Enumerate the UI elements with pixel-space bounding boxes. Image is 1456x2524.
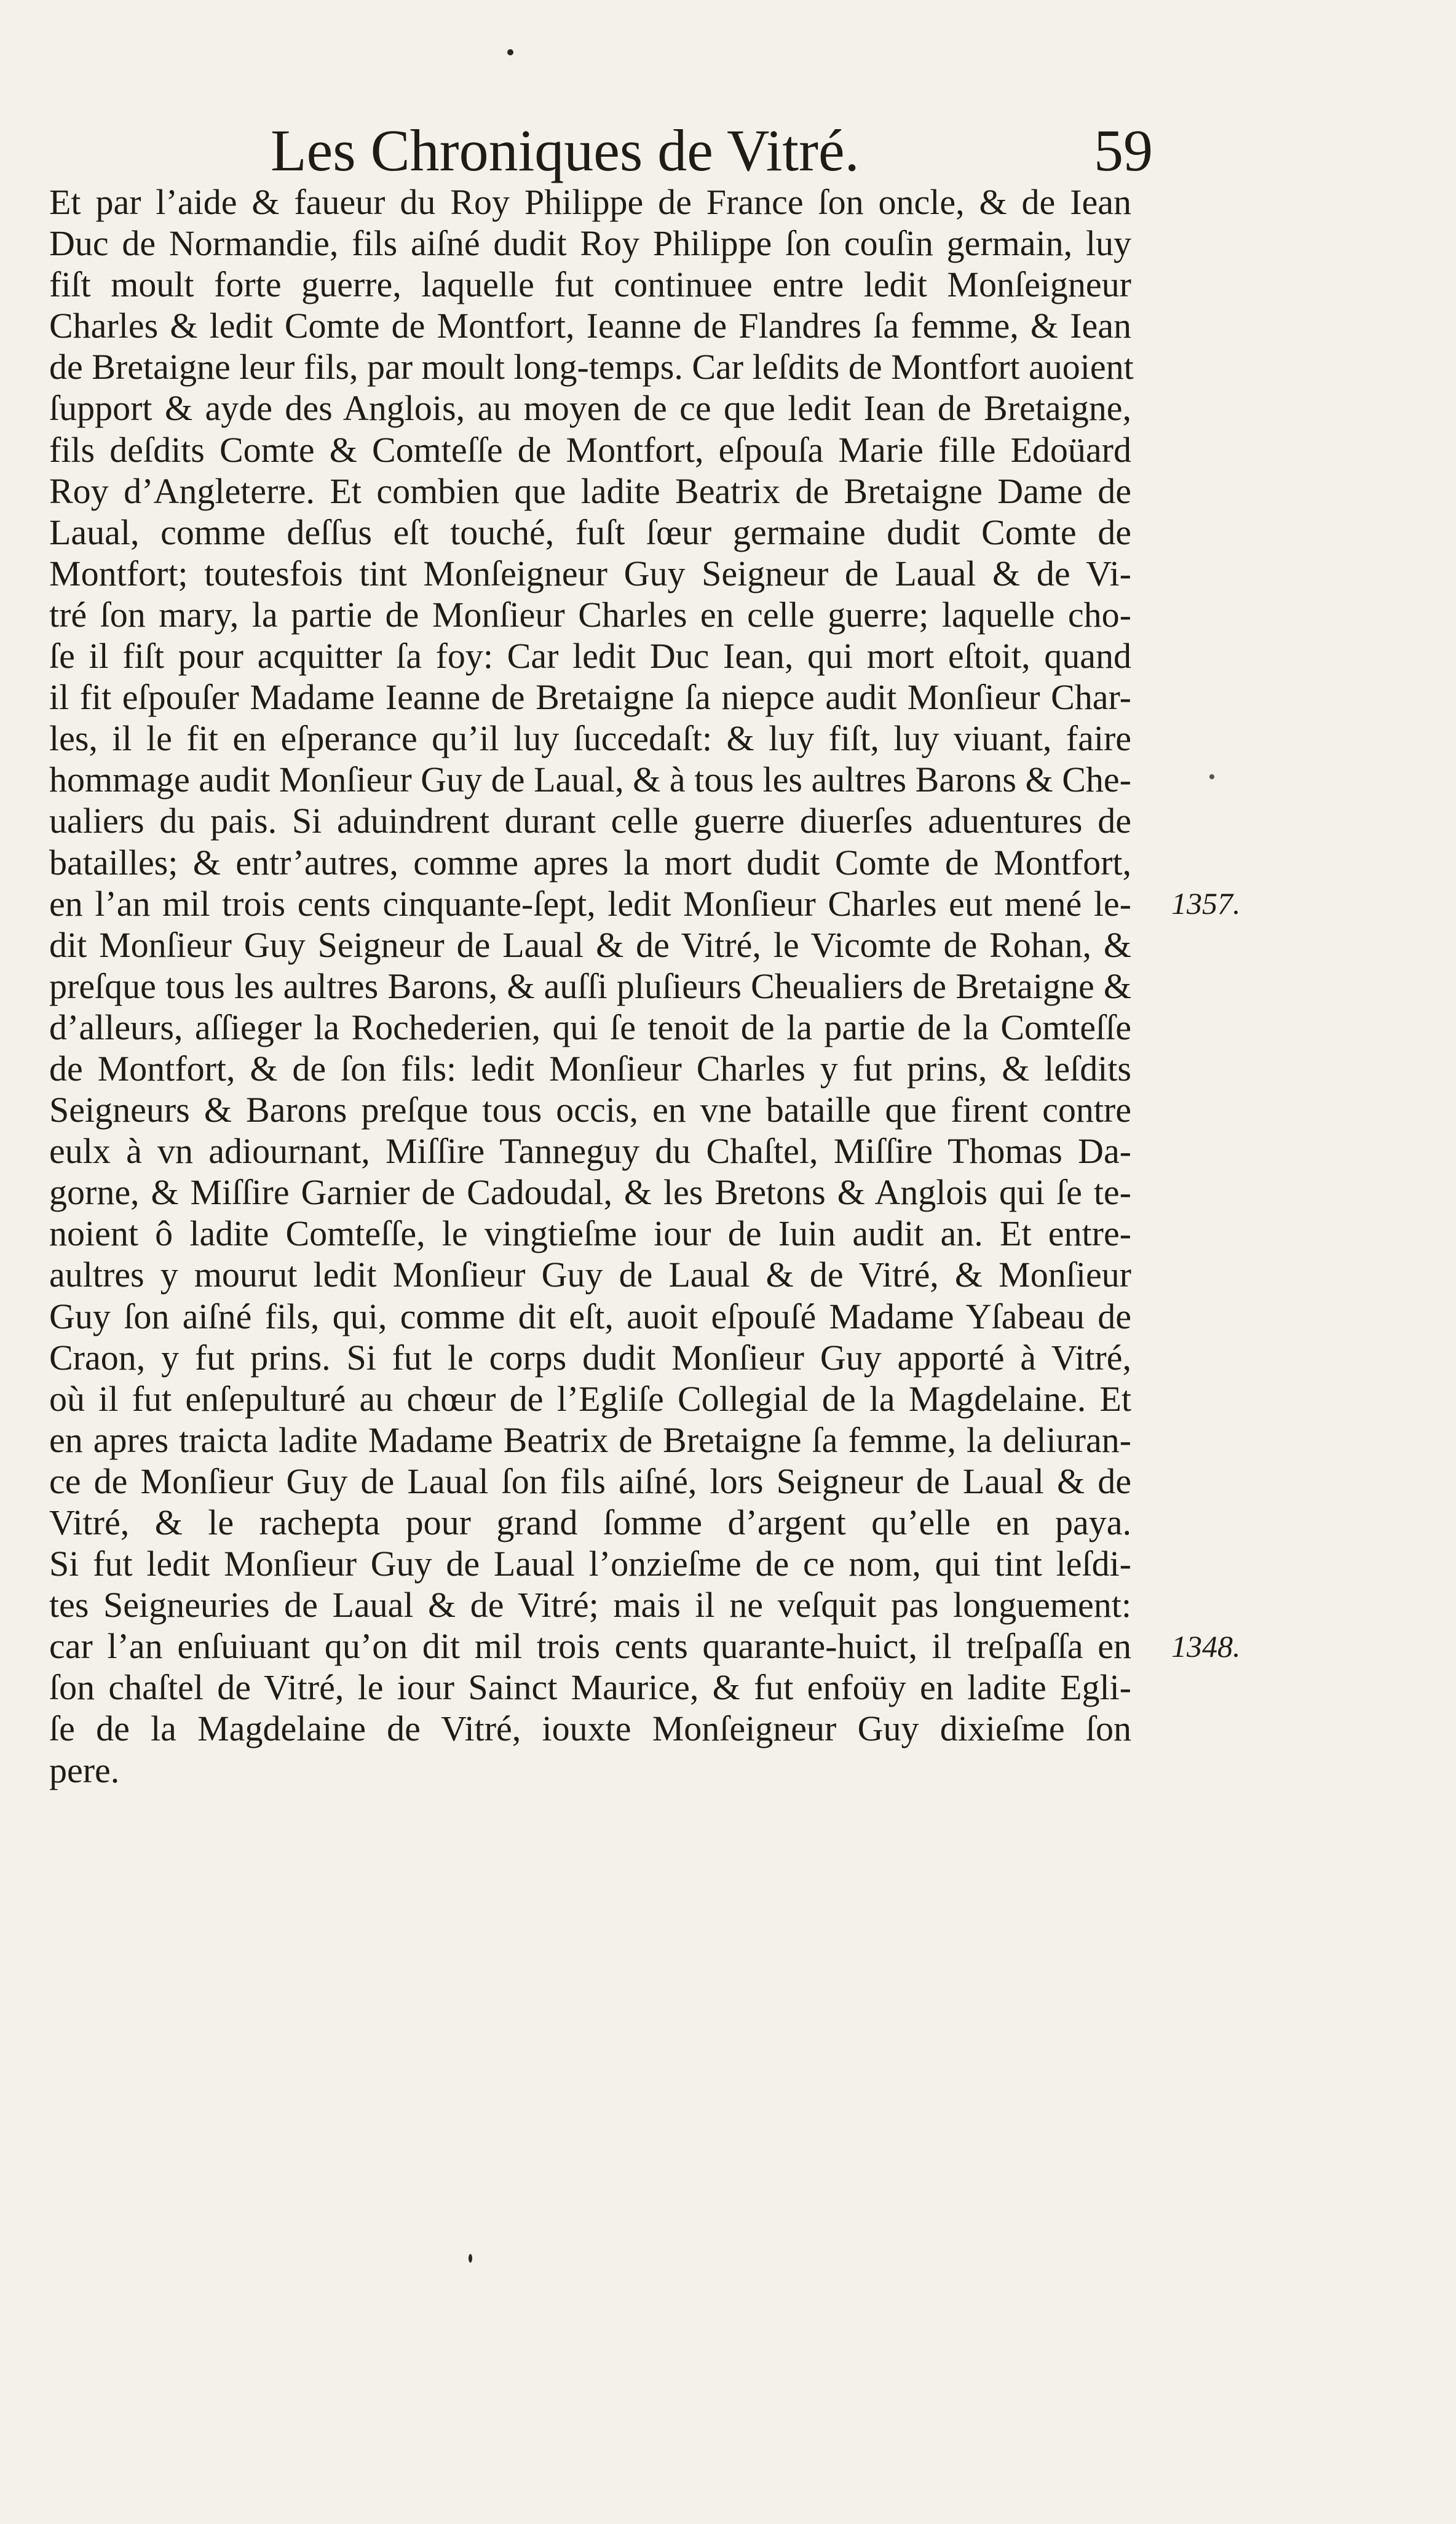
- text-line: aultres y mourut ledit Monſieur Guy de Laual & de Vitré, & Monſieur: [49, 1255, 1131, 1295]
- text-line: ſon chaſtel de Vitré, le iour Sainct Maurice, & fut enfoüy en ladite Egli-: [49, 1667, 1131, 1708]
- text-line: Roy d’Angleterre. Et combien que ladite Beatrix de Bretaigne Dame de: [49, 470, 1131, 511]
- text-line: ſupport & ayde des Anglois, au moyen de ce que ledit Iean de Bretaigne,: [49, 388, 1131, 429]
- text-line: ce de Monſieur Guy de Laual ſon fils aiſné, lors Seigneur de Laual & de: [49, 1461, 1131, 1501]
- ink-speck: [507, 49, 513, 55]
- text-line: Charles & ledit Comte de Montfort, Ieanne de Flandres ſa femme, & Iean: [49, 306, 1131, 346]
- text-line: car l’an enſuiuant qu’on dit mil trois cents quarante-huict, il treſpaſſa en: [49, 1626, 1131, 1667]
- text-line: Et par l’aide & faueur du Roy Philippe de France ſon oncle, & de Iean: [49, 182, 1131, 222]
- margin-note-year: 1357.: [1171, 886, 1241, 921]
- text-line: en apres traicta ladite Madame Beatrix de Bretaigne ſa femme, la deliuran-: [49, 1419, 1131, 1460]
- text-line: fils deſdits Comte & Comteſſe de Montfort, eſpouſa Marie fille Edoüard: [49, 429, 1131, 470]
- margin-ornament: •: [1208, 766, 1216, 788]
- text-line: Si fut ledit Monſieur Guy de Laual l’onzieſme de ce nom, qui tint leſdi-: [49, 1544, 1131, 1584]
- text-line: hommage audit Monſieur Guy de Laual, & à tous les aultres Barons & Che-: [49, 760, 1131, 800]
- text-line: preſque tous les aultres Barons, & auſſi pluſieurs Cheualiers de Bretaigne &: [49, 966, 1131, 1006]
- text-line: batailles; & entr’autres, comme apres la mort dudit Comte de Montfort,: [49, 842, 1131, 883]
- text-line: d’alleurs, aſſieger la Rochederien, qui ſe tenoit de la partie de la Comteſſe: [49, 1007, 1131, 1047]
- text-line: noient ô ladite Comteſſe, le vingtieſme iour de Iuin audit an. Et entre-: [49, 1213, 1131, 1254]
- text-line: tré ſon mary, la partie de Monſieur Charles en celle guerre; laquelle cho-: [49, 594, 1131, 635]
- text-line: en l’an mil trois cents cinquante-ſept, ledit Monſieur Charles eut mené le-: [49, 883, 1131, 924]
- page-number: 59: [1094, 117, 1153, 183]
- text-line: Guy ſon aiſné fils, qui, comme dit eſt, auoit eſpouſé Madame Yſabeau de: [49, 1296, 1131, 1336]
- text-line: ſe il fiſt pour acquitter ſa foy: Car ledit Duc Iean, qui mort eſtoit, quand: [49, 636, 1131, 677]
- text-line: ſe de la Magdelaine de Vitré, iouxte Monſeigneur Guy dixieſme ſon: [49, 1708, 1131, 1749]
- text-line: les, il le fit en eſperance qu’il luy ſuccedaſt: & luy fiſt, luy viuant, faire: [49, 718, 1131, 759]
- text-line: Duc de Normandie, fils aiſné dudit Roy Philippe ſon couſin germain, luy: [49, 223, 1131, 264]
- text-line: gorne, & Miſſire Garnier de Cadoudal, & les Bretons & Anglois qui ſe te-: [49, 1172, 1131, 1213]
- text-line: ualiers du pais. Si aduindrent durant celle guerre diuerſes aduentures de: [49, 801, 1131, 841]
- text-line: fiſt moult forte guerre, laquelle fut continuee entre ledit Monſeigneur: [49, 264, 1131, 305]
- text-line: de Montfort, & de ſon fils: ledit Monſieur Charles y fut prins, & leſdits: [49, 1048, 1131, 1089]
- ink-speck: [469, 2254, 472, 2263]
- text-line: Laual, comme deſſus eſt touché, fuſt ſœur germaine dudit Comte de: [49, 512, 1131, 552]
- text-line: où il fut enſepulturé au chœur de l’Egliſe Collegial de la Magdelaine. Et: [49, 1378, 1131, 1419]
- text-line: Montfort; toutesfois tint Monſeigneur Guy Seigneur de Laual & de Vi-: [49, 553, 1131, 593]
- margin-note-year: 1348.: [1171, 1629, 1241, 1664]
- text-line: dit Monſieur Guy Seigneur de Laual & de Vitré, le Vicomte de Rohan, &: [49, 924, 1131, 965]
- text-line: il fit eſpouſer Madame Ieanne de Bretaigne ſa niepce audit Monſieur Char-: [49, 677, 1131, 718]
- running-title: Les Chroniques de Vitré.: [271, 117, 860, 183]
- text-line: Vitré, & le rachepta pour grand ſomme d’argent qu’elle en paya.: [49, 1502, 1131, 1542]
- text-line: Craon, y fut prins. Si fut le corps dudit Monſieur Guy apporté à Vitré,: [49, 1337, 1131, 1378]
- text-line: eulx à vn adiournant, Miſſire Tanneguy du Chaſtel, Miſſire Thomas Da-: [49, 1131, 1131, 1172]
- text-line: tes Seigneuries de Laual & de Vitré; mais il ne veſquit pas longuement:: [49, 1585, 1131, 1625]
- text-line: de Bretaigne leur fils, par moult long-temps. Car leſdits de Montfort auoient: [49, 347, 1134, 387]
- text-line: Seigneurs & Barons preſque tous occis, en vne bataille que firent contre: [49, 1090, 1131, 1130]
- body-text: [49, 181, 1134, 1791]
- text-line: pere.: [49, 1750, 120, 1790]
